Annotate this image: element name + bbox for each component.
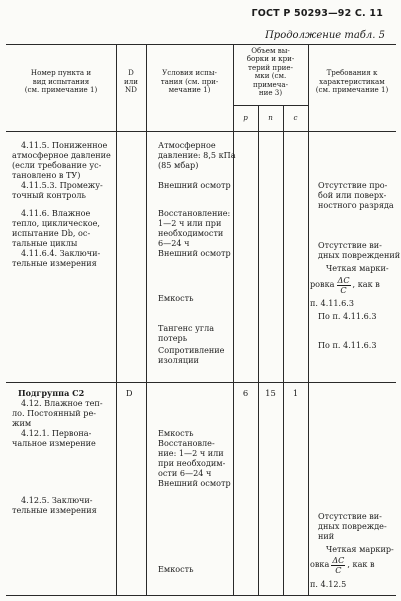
- page-header: ГОСТ Р 50293—92 С. 11: [251, 8, 383, 19]
- capacitance-label: Емкость: [158, 564, 194, 574]
- text-line: Отсутствие ви-: [318, 240, 382, 250]
- text-line: Тангенс угла: [158, 323, 215, 333]
- text-line: По п. 4.11.6.3: [318, 311, 377, 321]
- sample-p-value: 6: [242, 388, 249, 398]
- delta-c-fraction: $\frac{\Delta C}{C}$: [337, 274, 350, 295]
- sample-c-value: 1: [292, 388, 299, 398]
- text-line: Четкая маркир-: [326, 544, 394, 554]
- sample-n-value: 15: [265, 388, 276, 398]
- text-line: дных поврежде-: [318, 521, 387, 531]
- text-line: Отсутствие ви-: [318, 511, 382, 521]
- text-line: 4.12.5. Заключи-: [21, 495, 93, 505]
- header-bottom-rule: [6, 131, 396, 132]
- text-line: Четкая марки-: [326, 263, 389, 273]
- subgroup-title: Подгруппа С2: [18, 388, 85, 398]
- col-header-n: n: [268, 113, 273, 122]
- text-line: Атмосферное: [158, 140, 216, 150]
- col-rule-1: [116, 44, 117, 595]
- text-line: ости 6—24 ч: [158, 468, 212, 478]
- text-line: тановлено в ТУ): [12, 170, 81, 180]
- text-line: необходимости: [158, 228, 224, 238]
- table-continuation-label: Продолжение табл. 5: [265, 30, 385, 41]
- text-line: при необходим-: [158, 458, 226, 468]
- text-line: тельные измерения: [12, 258, 97, 268]
- text-line: чальное измерение: [12, 438, 96, 448]
- text-line: ло. Постоянный ре-: [12, 408, 96, 418]
- capacitance-label: Емкость: [158, 293, 194, 303]
- text-line: Внешний осмотр: [158, 248, 231, 258]
- text-line: (если требование ус-: [12, 160, 102, 170]
- marking-formula: овка $\frac{\Delta C}{C}$ , как в: [310, 554, 375, 575]
- col-header-c: c: [293, 113, 298, 122]
- text-line: дных повреждений: [318, 250, 401, 260]
- text-line: (85 мбар): [158, 160, 199, 170]
- col-header-p: p: [243, 113, 248, 122]
- text-line: п. 4.11.6.3: [310, 298, 355, 308]
- text-line: 4.11.5.3. Промежу-: [21, 180, 103, 190]
- text-line: потерь: [158, 333, 188, 343]
- text-line: Восстановле-: [158, 438, 215, 448]
- text-line: 4.12. Влажное теп-: [21, 398, 103, 408]
- text-line: 4.11.6. Влажное: [21, 208, 91, 218]
- text-line: 4.11.6.4. Заключи-: [21, 248, 101, 258]
- text-line: Внешний осмотр: [158, 180, 231, 190]
- col-header-item: Номер пункта и вид испытания (см. примечание 1): [24, 68, 98, 95]
- text-line: По п. 4.11.6.3: [318, 340, 377, 350]
- text-line: Внешний осмотр: [158, 478, 231, 488]
- text-line: Восстановление:: [158, 208, 231, 218]
- col-rule-2: [146, 44, 147, 595]
- text-line: Емкость: [158, 428, 194, 438]
- col-rule-3: [233, 44, 234, 595]
- text-line: ние: 1—2 ч или: [158, 448, 224, 458]
- col-rule-n: [283, 105, 284, 595]
- subheader-rule: [233, 105, 308, 106]
- text-line: ностного разряда: [318, 200, 394, 210]
- col-header-conditions: Условия испы- тания (см. при- мечание 1): [160, 68, 219, 95]
- table-bottom-rule: [6, 595, 396, 596]
- col-rule-4: [308, 44, 309, 595]
- table-top-rule: [6, 44, 396, 45]
- text-line: 6—24 ч: [158, 238, 190, 248]
- section-divider-rule: [6, 382, 396, 383]
- text-line: тельные измерения: [12, 505, 97, 515]
- text-line: атмосферное давление: [12, 150, 111, 160]
- delta-c-fraction: $\frac{\Delta C}{C}$: [332, 554, 345, 575]
- text-line: изоляции: [158, 355, 199, 365]
- text-line: 1—2 ч или при: [158, 218, 222, 228]
- text-line: испытание Db, ос-: [12, 228, 91, 238]
- text-line: жим: [12, 418, 32, 428]
- text-line: ний: [318, 531, 335, 541]
- text-line: тепло, циклическое,: [12, 218, 100, 228]
- col-header-requirements: Требования к характеристикам (см. примечание 1): [315, 68, 389, 95]
- conditions-table: [6, 44, 401, 596]
- text-line: тальные циклы: [12, 238, 78, 248]
- col-header-sample: Объем вы- борки и кри- терий прие- мки (см. примеча- ние 3): [246, 46, 295, 98]
- col-header-dnd: D или ND: [124, 68, 138, 95]
- text-line: Отсутствие про-: [318, 180, 388, 190]
- text-line: Сопротивление: [158, 345, 225, 355]
- text-line: точный контроль: [12, 190, 86, 200]
- marking-formula: ровка $\frac{\Delta C}{C}$ , как в: [310, 274, 380, 295]
- text-line: 4.11.5. Пониженное: [21, 140, 108, 150]
- text-line: бой или поверх-: [318, 190, 387, 200]
- text-line: п. 4.12.5: [310, 579, 347, 589]
- text-line: 4.12.1. Первона-: [21, 428, 92, 438]
- col-rule-p: [258, 105, 259, 595]
- dnd-value: D: [126, 388, 133, 398]
- text-line: давление: 8,5 кПа: [158, 150, 236, 160]
